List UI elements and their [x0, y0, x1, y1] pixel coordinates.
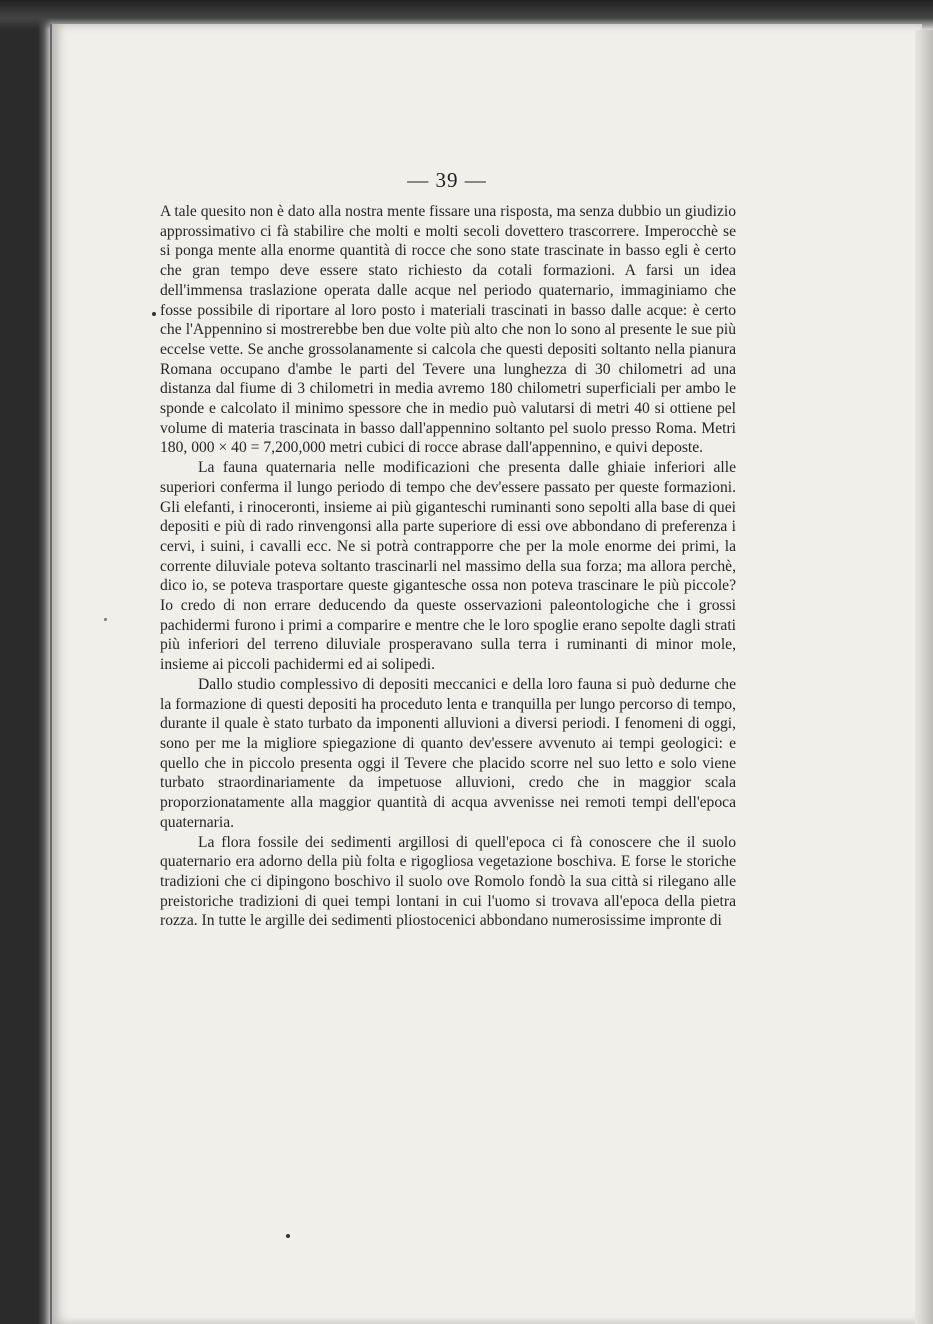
page-edge-right	[915, 30, 933, 1324]
body-text	[160, 202, 736, 931]
page-number: — 39 —	[407, 168, 487, 192]
ink-speck	[286, 1234, 290, 1238]
paragraph-1: A tale quesito non è dato alla nostra mente fissare una risposta, ma senza dubbio un giudizio approssimativo ci fà stabilire che molti e molti secoli dovettero trascorrere. Imperocchè se si ponga mente alla enorme quantità di rocce che sono state trascinate in basso egli è certo che gran tempo deve essere stato richiesto da cotali formazioni. A farsi un idea dell'immensa traslazione operata dalle acque nel periodo quaternario, immaginiamo che fosse possibile di riportare al loro posto i materiali trascinati in basso dalle acque: è certo che l'Appennino si mostrerebbe ben due volte più alto che non lo sono al presente le sue più eccelse vette. Se anche grossolanamente si calcola che questi depositi soltanto nella pianura Romana occupano d'ambe le parti del Tevere una lunghezza di 30 chilometri ad una distanza dal fiume di 3 chilometri in media avremo 180 chilometri superficiali per ambo le sponde e calcolato il minimo spessore che in medio può valutarsi di metri 40 si ottiene pel volume di materia trascinata in basso dall'appennino soltanto pel suolo presso Roma. Metri 180, 000 × 40 = 7,200,000 metri cubici di rocce abrase dall'appennino, e quivi deposte.	[160, 203, 736, 457]
paragraph-2: La fauna quaternaria nelle modificazioni che presenta dalle ghiaie inferiori alle superiori conferma il lungo periodo di tempo che dev'essere passato per queste formazioni. Gli elefanti, i rinoceronti, insieme ai più giganteschi ruminanti sono sepolti alla base di quei depositi e più di rado rinvengonsi alla parte superiore di essi ove abbondano di preferenza i cervi, i suini, i cavalli ecc. Ne si potrà contrapporre che per la mole enorme dei primi, la corrente diluviale poteva soltanto trascinarli nel massimo della sua forza; ma allora perchè, dico io, se poteva trasportare queste gigantesche ossa non poteva trascinare le più piccole? Io credo di non errare deducendo da queste osservazioni paleontologiche che i grossi pachidermi furono i primi a comparire e mentre che le loro spoglie erano sepolte dagli strati più inferiori del terreno diluviale prosperavano sulla terra i ruminanti di minor mole, insieme ai piccoli pachidermi ed ai solipedi.	[160, 459, 736, 674]
paragraph-4: La flora fossile dei sedimenti argillosi di quell'epoca ci fà conoscere che il suolo quaternario era adorno della più folta e rigogliosa vegetazione boschiva. E forse le storiche tradizioni che ci dipingono boschivo il suolo ove Romolo fondò la sua città si rilegano alle preistoriche tradizioni di quei tempi lontani in cui l'uomo si trovava all'epoca della pietra rozza. In tutte le argille dei sedimenti pliostocenici abbondano numerosissime impronte di	[160, 833, 736, 930]
paragraph-3: Dallo studio complessivo di depositi meccanici e della loro fauna si può dedurne che la formazione di questi depositi ha proceduto lenta e tranquilla per lungo percorso di tempo, durante il quale è stato turbato da imponenti alluvioni a diversi periodi. I fenomeni di oggi, sono per me la migliore spiegazione di quanto dev'essere avvenuto ai tempi geologici: e quello che in piccolo presenta oggi il Tevere che placido scorre nel suo letto e solo viene turbato straordinariamente da impetuose alluvioni, credo che in maggior scala proporzionatamente alla maggior quantità di acqua avvenisse nei remoti tempi dell'epoca quaternaria.	[160, 675, 736, 831]
ink-speck	[152, 312, 156, 316]
ink-speck	[104, 618, 107, 621]
